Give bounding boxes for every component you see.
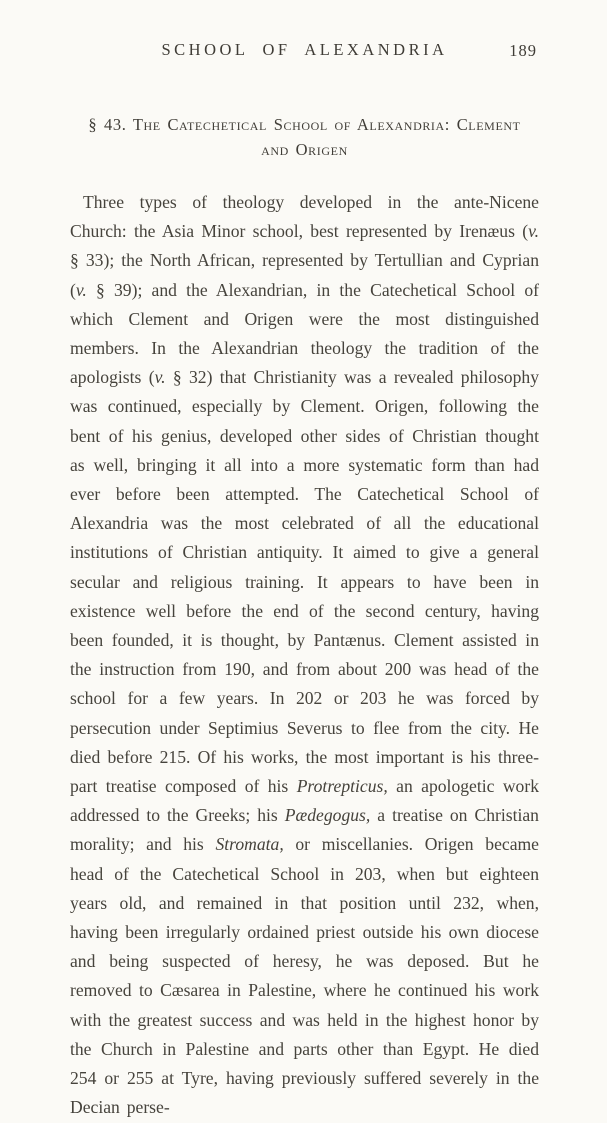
body-text-run: Three types of theology developed in the ante-Nicene Church: the Asia Minor school, best represented by Irenæus ( <box>70 192 539 242</box>
italic-term: Pædegogus, <box>284 805 371 826</box>
body-paragraph <box>70 188 539 1123</box>
body-text-run: § 32) that Christianity was a revealed philosophy was continued, especially by Clement. Origen, following the bent of his genius, developed other sides of Christian thought as well, bringing it all into a more systematic form than had ever before been attempted. The Catechetical School of Alexandria was the most celebrated of all the educational institutions of Christian antiquity. It aimed to give a general secular and religious training. It appears to have been in existence well before the end of the second century, having been founded, it is thought, by Pantænus. Clement assisted in the instruction from 190, and from about 200 was head of the school for a few years. In 202 or 203 he was forced by persecution under Septimius Severus to flee from the city. He died before 215. Of his works, the most important is his three-part treatise composed of his <box>70 367 539 797</box>
italic-term: Protrepticus, <box>296 776 388 797</box>
running-head-title: SCHOOL OF ALEXANDRIA <box>161 40 448 59</box>
body-text-run: or miscellanies. Origen became head of the Catechetical School in 203, when but eighteen years old, and remained in that position until 232, when, having been irregularly ordained priest outside his own diocese and being suspected of heresy, he was deposed. But he removed to Cæsarea in Palestine, where he continued his work with the greatest success and was held in the highest honor by the Church in Palestine and parts other than Egypt. He died 254 or 255 at Tyre, having previously suffered severely in the Decian perse- <box>70 834 539 1118</box>
body-text-run: § 33); the North African, represented by Tertullian and Cyprian ( <box>70 250 539 300</box>
italic-term: v. <box>528 221 539 242</box>
section-heading-line1: § 43. The Catechetical School of Alexandria: Clement <box>88 115 521 134</box>
page-number: 189 <box>509 41 537 60</box>
italic-term: Stromata, <box>215 834 284 855</box>
body-text-run: a treatise on Christian morality; and his <box>70 805 539 855</box>
italic-term: v. <box>154 367 166 388</box>
body-text-run: an apologetic work addressed to the Greeks; his <box>70 776 539 826</box>
running-head <box>70 40 539 62</box>
section-heading-line2: and Origen <box>261 140 348 159</box>
body-text-run: § 39); and the Alexandrian, in the Catechetical School of which Clement and Origen were the most distinguished members. In the Alexandrian theology the tradition of the apologists ( <box>70 279 539 388</box>
italic-term: v. <box>75 279 87 300</box>
section-heading <box>70 112 539 162</box>
